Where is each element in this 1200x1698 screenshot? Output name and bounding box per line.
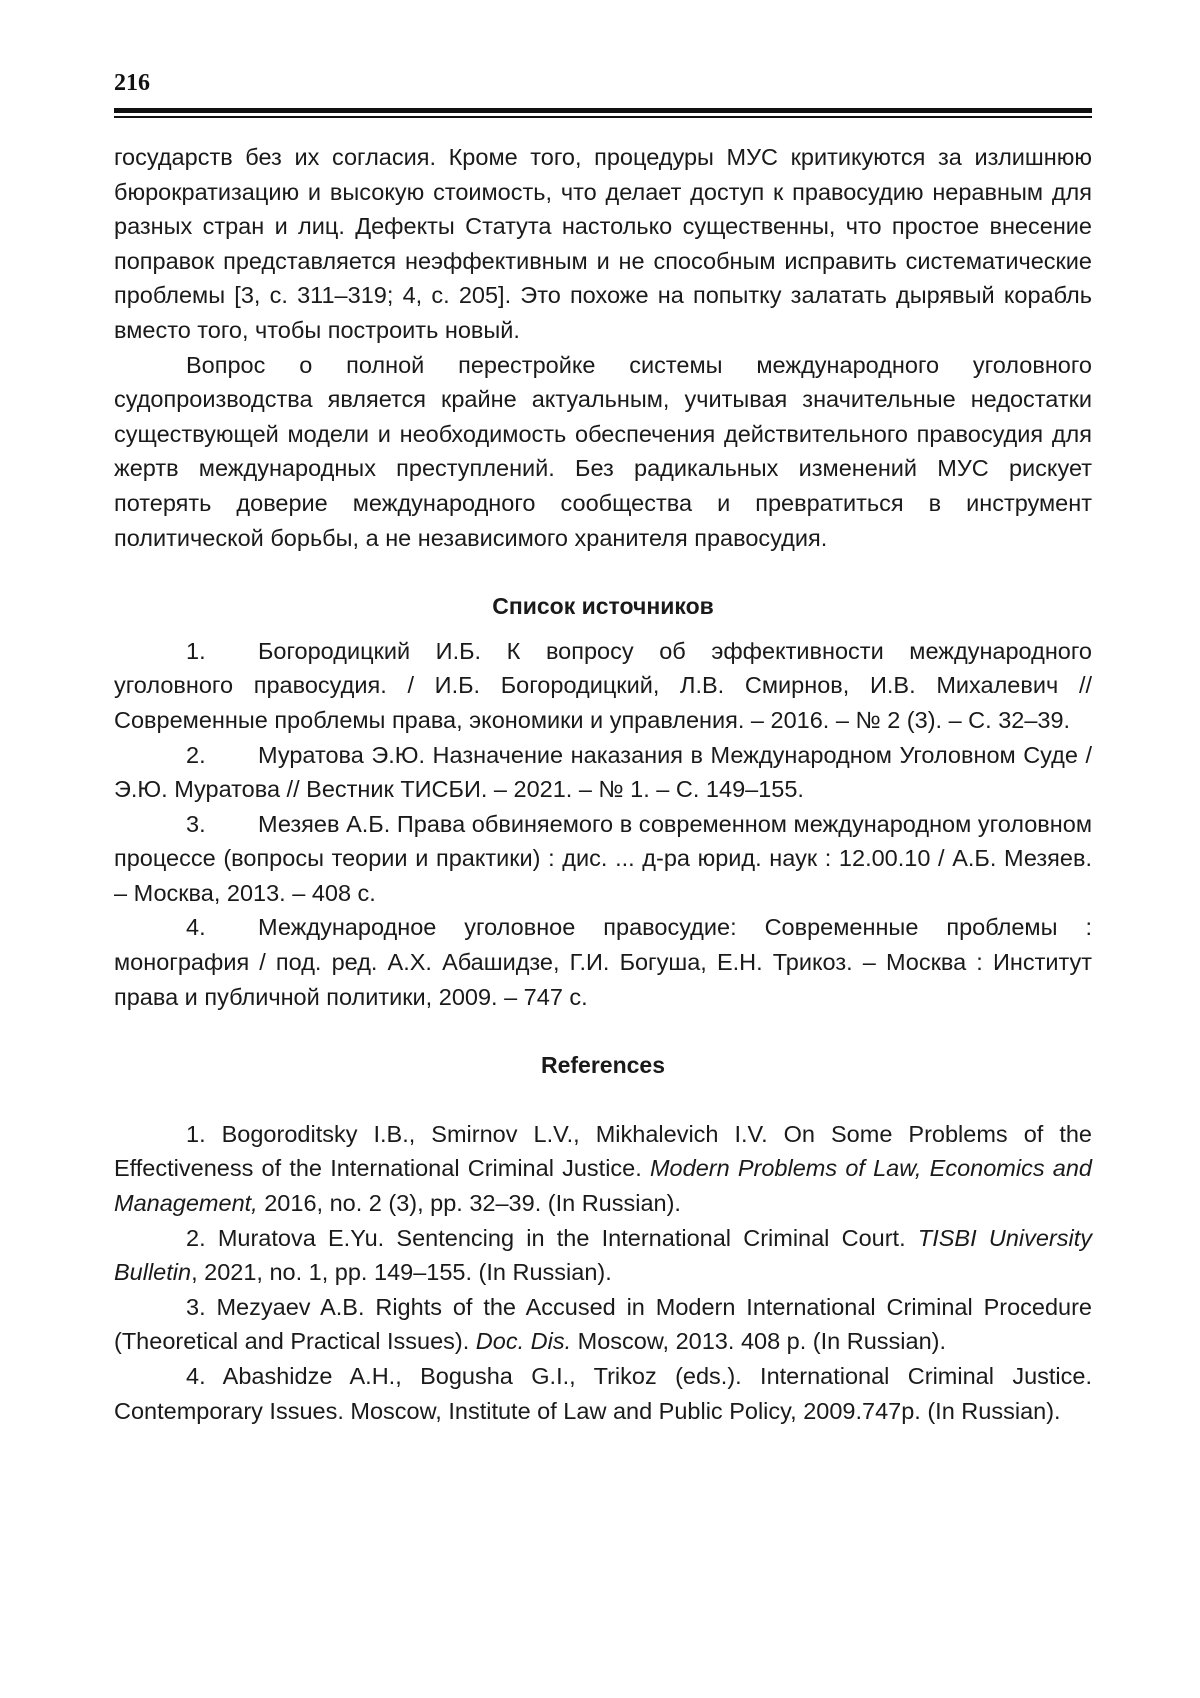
reference-item <box>114 1221 1092 1290</box>
reference-journal: TISBI University Bulletin <box>114 1224 1093 1286</box>
references-heading: References <box>540 1052 666 1079</box>
reference-item <box>114 1359 1092 1428</box>
source-number: 3. <box>186 810 206 837</box>
reference-text: , 2021, no. 1, pp. 149–155. (In Russian). <box>191 1259 612 1286</box>
reference-text: Moscow, 2013. 408 p. (In Russian). <box>571 1328 947 1355</box>
reference-item <box>114 1290 1092 1359</box>
reference-journal: Doc. Dis. <box>475 1328 572 1355</box>
source-text: Муратова Э.Ю. Назначение наказания в Международном Уголовном Суде / Э.Ю. Муратова // Вестник ТИСБИ. – 2021. – № 1. – С. 149–155. <box>114 741 1092 803</box>
header-rule-thin <box>114 116 1092 118</box>
source-item <box>114 807 1092 911</box>
source-text: Международное уголовное правосудие: Современные проблемы : монография / под. ред. А.Х. Абашидзе, Г.И. Богуша, Е.Н. Трикоз. – Москва : Институт права и публичной политики, 2009. – 747 с. <box>114 914 1092 1010</box>
page-content <box>114 140 1092 1428</box>
reference-text: 2016, no. 2 (3), pp. 32–39. (In Russian). <box>257 1190 681 1217</box>
reference-text: 2. Muratova E.Yu. Sentencing in the International Criminal Court. <box>186 1224 918 1251</box>
reference-text: 1. Bogoroditsky I.B., Smirnov L.V., Mikhalevich I.V. On Some Problems of the Effectiveness of the International Criminal Justice. <box>114 1120 1092 1182</box>
reference-item <box>114 1117 1092 1221</box>
body-paragraph: государств без их согласия. Кроме того, процедуры МУС критикуются за излишнюю бюрократизацию и высокую стоимость, что делает доступ к правосудию неравным для разных стран и лиц. Дефекты Статута настолько существенны, что простое внесение поправок представляется неэффективным и не способным исправить систематические проблемы [3, с. 311–319; 4, с. 205]. Это похоже на попытку залатать дырявый корабль вместо того, чтобы построить новый. <box>114 144 1092 343</box>
source-text: Богородицкий И.Б. К вопросу об эффективности международного уголовного правосудия. / И.Б. Богородицкий, Л.В. Смирнов, И.В. Михалевич // Современные проблемы права, экономики и управления. – 2016. – № 2 (3). – С. 32–39. <box>114 637 1092 733</box>
reference-text: 3. Mezyaev A.B. Rights of the Accused in Modern International Criminal Procedure (Theoretical and Practical Issues). <box>114 1293 1092 1355</box>
source-text: Мезяев А.Б. Права обвиняемого в современном международном уголовном процессе (вопросы теории и практики) : дис. ... д-ра юрид. наук : 12.00.10 / А.Б. Мезяев. – Москва, 2013. – 408 с. <box>114 810 1092 906</box>
page-number: 216 <box>114 70 150 96</box>
source-item <box>114 634 1092 738</box>
source-number: 2. <box>186 741 206 768</box>
source-number: 4. <box>186 914 206 941</box>
source-item <box>114 910 1092 1014</box>
source-number: 1. <box>186 637 206 664</box>
reference-journal: Modern Problems of Law, Economics and Management, <box>114 1155 1092 1217</box>
header-rule-thick <box>114 108 1092 113</box>
sources-heading: Список источников <box>492 593 714 620</box>
source-item <box>114 738 1092 807</box>
body-paragraph: Вопрос о полной перестройке системы международного уголовного судопроизводства является крайне актуальным, учитывая значительные недостатки существующей модели и необходимость обеспечения действительного правосудия для жертв международных преступлений. Без радикальных изменений МУС рискует потерять доверие международного сообщества и превратиться в инструмент политической борьбы, а не независимого хранителя правосудия. <box>114 351 1092 551</box>
reference-text: 4. Abashidze A.H., Bogusha G.I., Trikoz (eds.). International Criminal Justice. Contemporary Issues. Moscow, Institute of Law and Public Policy, 2009.747p. (In Russian). <box>114 1363 1092 1424</box>
